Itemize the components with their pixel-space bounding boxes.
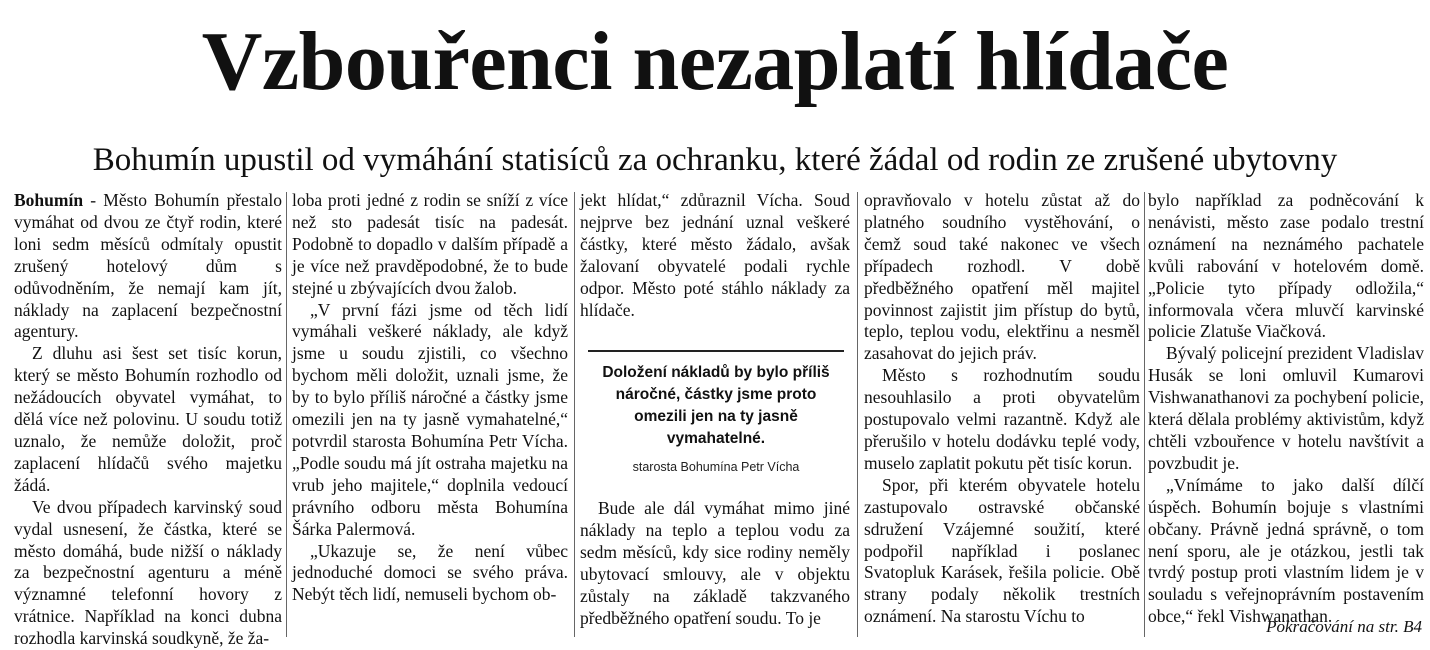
article-paragraph: Ve dvou případech karvinský soud vydal usnesení, že částka, které se město domáhá, bude nižší o náklady za bezpečnostní agenturu a méně významné telefonní hovory z vrátnice. Například na konci dubna rozhodla karvinská soudkyně, že ža- bbox=[14, 496, 282, 649]
article-paragraph: Bývalý policejní prezident Vladislav Husák se loni omluvil Kumarovi Vishwanathanovi za pochybení policie, která dělala problémy aktivistům, když chtěli vzbouřence v hotelu navštívit a povzbudit je. bbox=[1148, 343, 1424, 473]
column-rule bbox=[574, 192, 575, 637]
column-rule bbox=[1144, 192, 1145, 637]
article-paragraph: loba proti jedné z rodin se sníží z více než sto padesát tisíc na padesát. Podobně to dopadlo v dalším případě a je více než pravděpodobné, že to bude stejné u zbývajících dvou žalob. bbox=[292, 190, 568, 298]
article-paragraph: bylo například za podněcování k nenávisti, město zase podalo trestní oznámení na neznámého pachatele kvůli rabování v hotelovém domě. „Policie tyto případy odložila,“ informovala včera mluvčí karvinské policie Zlatuše Viačková. bbox=[1148, 190, 1424, 342]
article-column-5 bbox=[1148, 190, 1424, 628]
article-column-2 bbox=[292, 190, 568, 606]
article-column-3-continued bbox=[580, 498, 850, 629]
article-paragraph: jekt hlídat,“ zdůraznil Vícha. Soud nejprve bez jednání uznal veškeré částky, které město žádalo, avšak žalovaní obyvatelé podali rychle odpor. Město poté stáhlo náklady za hlídače. bbox=[580, 190, 850, 320]
article-paragraph: „V první fázi jsme od těch lidí vymáhali veškeré náklady, ale když jsme u soudu zjistili, co všechno bychom měli doložit, uznali jsme, že by to bylo příliš náročné a částky jsme omezili jen na ty jasně vymahatelné,“ potvrdil starosta Bohumína Petr Vícha. „Podle soudu má jít ostraha majetku na vrub jeho majitele,“ doplnila vedoucí právního odboru města Bohumína Šárka Palermová. bbox=[292, 299, 568, 539]
article-paragraph: „Vnímáme to jako další dílčí úspěch. Bohumín bojuje s vlastními občany. Právně jedná správně, o tom není sporu, ale je otázkou, jestli tak tvrdý postup proti vlastním lidem je v souladu s veřejnoprávním postavením obce,“ řekl Vishwanathan. bbox=[1148, 474, 1424, 627]
continuation-note: Pokračování na str. B4 bbox=[1266, 617, 1422, 636]
pull-quote-text: Doložení nákladů by bylo příliš náročné, částky jsme proto omezili jen na ty jasně vymahatelné. bbox=[602, 364, 830, 447]
article-paragraph: Bude ale dál vymáhat mimo jiné náklady na teplo a teplou vodu za sedm měsíců, kdy sice rodiny neměly ubytovací smlouvy, ale v objektu zůstaly na základě takzvaného předběžného opatření soudu. To je bbox=[580, 498, 850, 628]
article-column-1 bbox=[14, 190, 282, 650]
article-paragraph: Z dluhu asi šest set tisíc korun, který se město Bohumín rozhodlo od nežádoucích obyvatel vymáhat, to dělá více než polovinu. U soudu totiž uznalo, že nemůže doložit, proč zaplacení hlídačů svého majetku žádá. bbox=[14, 343, 282, 495]
paragraph-text: - Město Bohumín přestalo vymáhat od dvou ze čtyř rodin, které loni sedm měsíců odmítaly opustit zrušený hotelový dům s odůvodněním, že nemají kam jít, náklady na zaplacení bezpečnostní agentury. bbox=[14, 190, 282, 342]
article-paragraph: Spor, při kterém obyvatele hotelu zastupovalo ostravské občanské sdružení Vzájemné soužití, které podpořil například i poslanec Svatopluk Karásek, řešila policie. Obě strany podaly několik trestních oznámení. Na starostu Víchu to bbox=[864, 474, 1140, 627]
subheadline: Bohumín upustil od vymáhání statisíců za ochranku, které žádal od rodin ze zrušené ubytovny bbox=[92, 142, 1338, 178]
dateline: Bohumín bbox=[14, 190, 84, 210]
article-paragraph: „Ukazuje se, že není vůbec jednoduché domoci se svého práva. Nebýt těch lidí, nemuseli bychom ob- bbox=[292, 540, 568, 605]
article-column-3 bbox=[580, 190, 850, 321]
article-paragraph: opravňovalo v hotelu zůstat až do platného soudního vystěhování, o čemž soud také nakonec ve všech případech rozhodl. V době předběžného opatření měl majitel povinnost zajistit jim přístup do bytů, teplo, teplou vodu, elektřinu a nesměl zasahovat do jejich práv. bbox=[864, 190, 1140, 364]
article-column-4 bbox=[864, 190, 1140, 628]
column-rule bbox=[286, 192, 287, 637]
article-paragraph: Město s rozhodnutím soudu nesouhlasilo a proti obyvatelům postupovalo velmi razantně. Když ale přerušilo v hotelu dodávku teplé vody, muselo zaplatit pokutu pět tisíc korun. bbox=[864, 365, 1140, 473]
column-rule bbox=[857, 192, 858, 637]
pull-quote bbox=[588, 350, 844, 476]
pull-quote-author: starosta Bohumína Petr Vícha bbox=[632, 460, 800, 474]
headline: Vzbouřenci nezaplatí hlídače bbox=[201, 15, 1229, 108]
article-paragraph bbox=[14, 190, 282, 343]
